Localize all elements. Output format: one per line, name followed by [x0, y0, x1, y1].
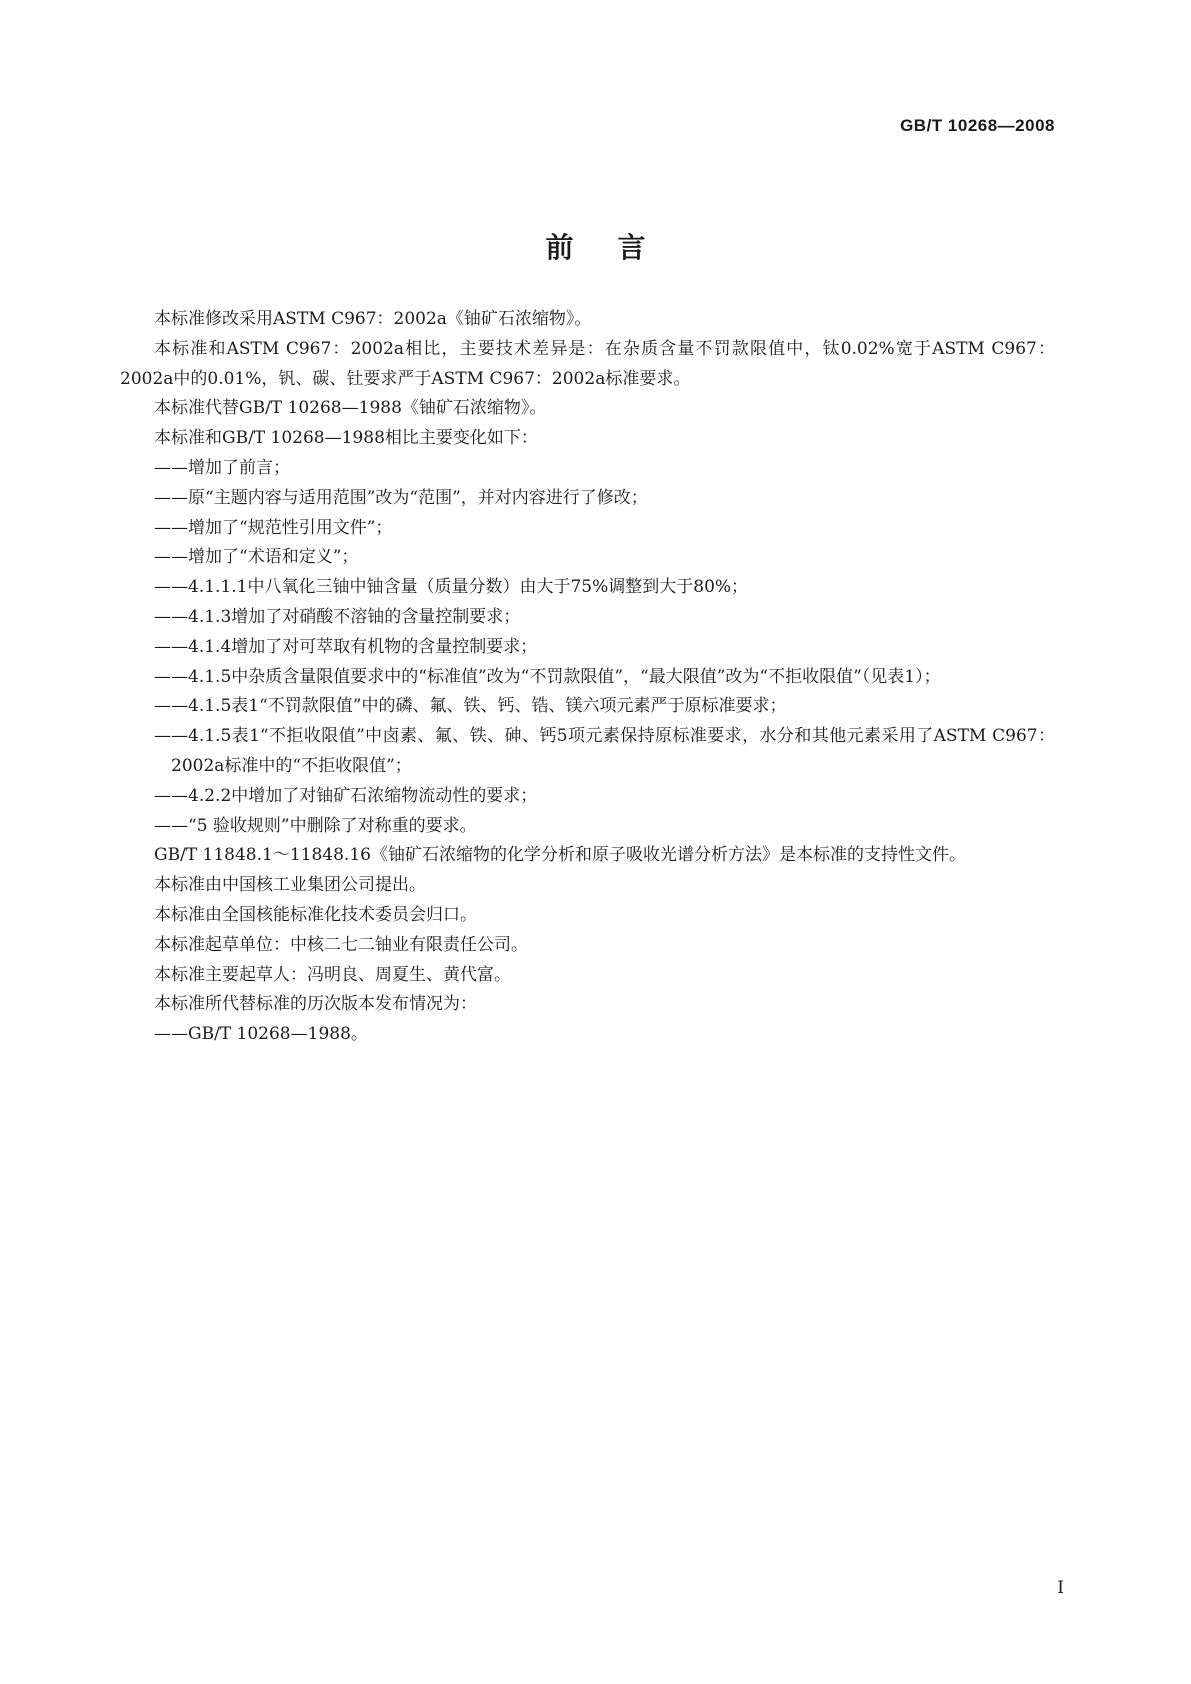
paragraph: 本标准由全国核能标准化技术委员会归口。	[154, 904, 477, 925]
list-item: ——4.1.5表1“不拒收限值”中卤素、氟、铁、砷、钙5项元素保持原标准要求，水分和其他元素采用了ASTM C967：2002a标准中的“不拒收限值”；	[154, 726, 1055, 776]
list-item: ——增加了“术语和定义”；	[154, 547, 359, 568]
paragraph: 本标准和ASTM C967：2002a相比，主要技术差异是：在杂质含量不罚款限值中，钛0.02%宽于ASTM C967：2002a中的0.01%，钒、碳、钍要求严于ASTM C967：2002a标准要求。	[120, 338, 1055, 389]
list-item: ——增加了前言；	[154, 457, 290, 478]
standard-code: GB/T 10268—2008	[900, 116, 1055, 135]
paragraph: GB/T 11848.1～11848.16《铀矿石浓缩物的化学分析和原子吸收光谱分析方法》是本标准的支持性文件。	[154, 845, 966, 866]
paragraph: 本标准所代替标准的历次版本发布情况为：	[154, 994, 477, 1015]
list-item: ——原“主题内容与适用范围”改为“范围”，并对内容进行了修改；	[154, 487, 648, 508]
paragraph: 本标准起草单位：中核二七二铀业有限责任公司。	[154, 934, 528, 955]
paragraph: 本标准和GB/T 10268—1988相比主要变化如下：	[154, 428, 538, 449]
list-item: ——4.1.3增加了对硝酸不溶铀的含量控制要求；	[154, 606, 521, 627]
paragraph: 本标准修改采用ASTM C967：2002a《铀矿石浓缩物》。	[154, 309, 592, 329]
list-item: ——4.1.4增加了对可萃取有机物的含量控制要求；	[154, 636, 538, 657]
list-item: ——4.1.1.1中八氧化三铀中铀含量（质量分数）由大于75%调整到大于80%；	[154, 577, 749, 598]
list-item: ——“5 验收规则”中删除了对称重的要求。	[154, 815, 477, 836]
list-item: ——4.1.5表1“不罚款限值”中的磷、氟、铁、钙、锆、镁六项元素严于原标准要求；	[154, 696, 787, 717]
list-item: ——增加了“规范性引用文件”；	[154, 517, 393, 538]
list-item: ——4.1.5中杂质含量限值要求中的“标准值”改为“不罚款限值”，“最大限值”改为“不拒收限值”（见表1）；	[154, 666, 941, 687]
paragraph: 本标准由中国核工业集团公司提出。	[154, 875, 426, 896]
paragraph: 本标准主要起草人：冯明良、周夏生、黄代富。	[154, 964, 511, 985]
paragraph: 本标准代替GB/T 10268—1988《铀矿石浓缩物》。	[154, 398, 547, 419]
list-item: ——4.2.2中增加了对铀矿石浓缩物流动性的要求；	[154, 785, 538, 806]
page-title: 前言	[545, 231, 690, 264]
document-body	[120, 305, 1055, 1050]
page-number: I	[1057, 1578, 1064, 1598]
list-item: ——GB/T 10268—1988。	[154, 1024, 368, 1045]
